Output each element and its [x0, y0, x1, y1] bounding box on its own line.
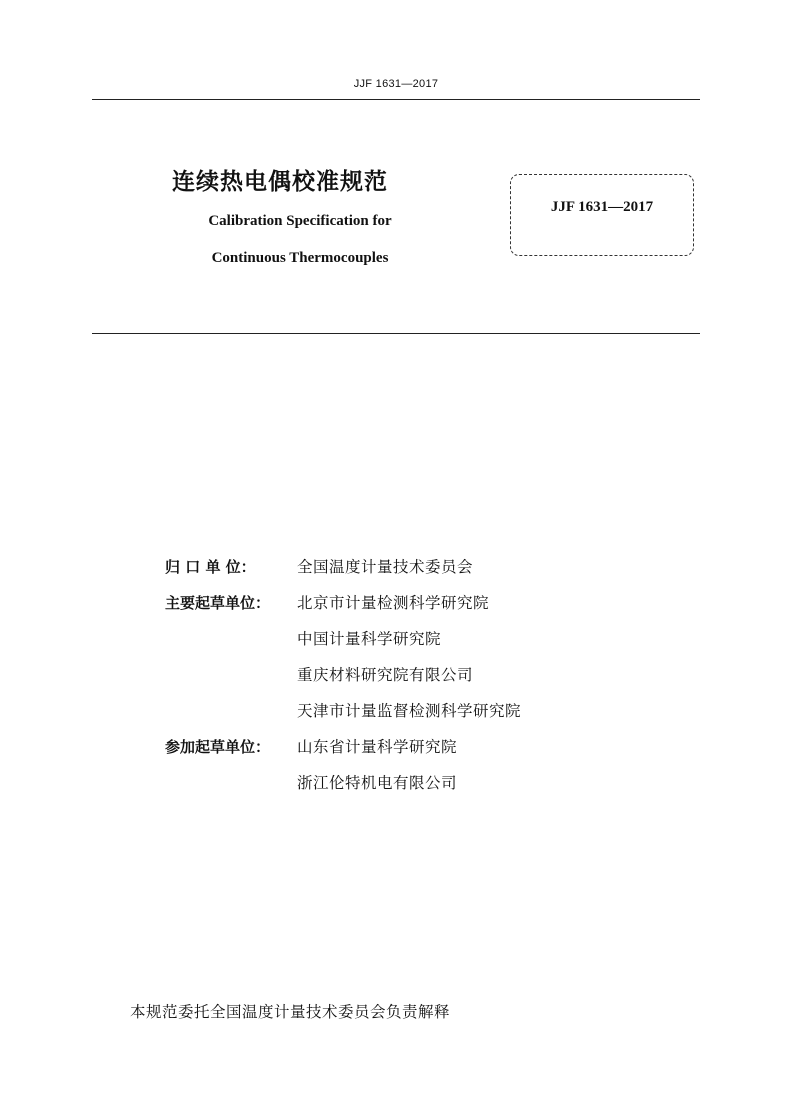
drafter-row [165, 656, 521, 692]
middle-divider [92, 333, 700, 334]
drafter-value: 中国计量科学研究院 [297, 630, 442, 648]
code-box-text: JJF 1631—2017 [550, 199, 654, 215]
drafter-value: 浙江伦特机电有限公司 [297, 774, 458, 792]
drafting-units [165, 548, 521, 800]
drafter-label: 主要起草单位： [165, 593, 271, 612]
footer-note: 本规范委托全国温度计量技术委员会负责解释 [130, 1003, 451, 1021]
drafter-row [165, 764, 521, 800]
drafter-row [165, 548, 521, 584]
title-english-line2: Continuous Thermocouples [211, 250, 389, 266]
drafter-label: 参加起草单位： [165, 737, 271, 756]
top-divider [92, 99, 700, 100]
drafter-value: 重庆材料研究院有限公司 [297, 666, 474, 684]
drafter-row [165, 584, 521, 620]
drafter-value: 北京市计量检测科学研究院 [297, 594, 490, 612]
drafter-row [165, 692, 521, 728]
header-code: JJF 1631—2017 [353, 78, 439, 90]
drafter-row [165, 620, 521, 656]
drafter-value: 全国温度计量技术委员会 [297, 558, 474, 576]
code-box [510, 174, 694, 256]
drafter-label: 归 口 单 位： [165, 557, 256, 576]
title-english-line1: Calibration Specification for [208, 213, 392, 229]
drafter-value: 天津市计量监督检测科学研究院 [297, 702, 522, 720]
title-chinese: 连续热电偶校准规范 [172, 169, 388, 195]
drafter-value: 山东省计量科学研究院 [297, 738, 458, 756]
drafter-row [165, 728, 521, 764]
